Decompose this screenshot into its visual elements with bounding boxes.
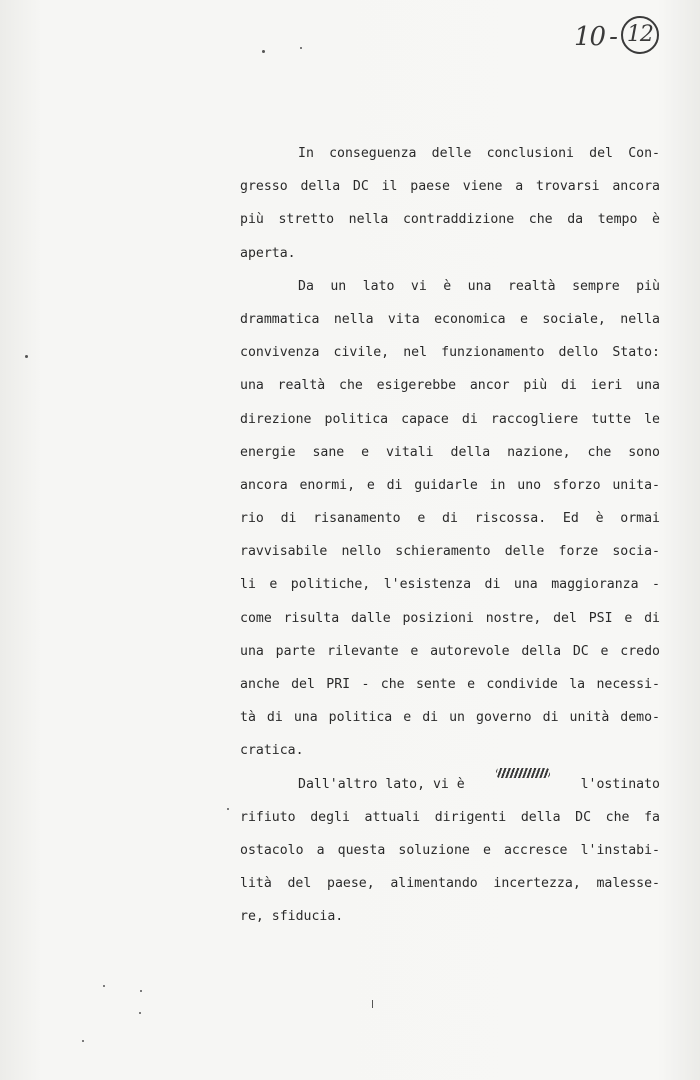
text-line: più stretto nella contraddizione che da tempo è [240, 212, 660, 228]
text-fragment: l'ostinato [580, 776, 660, 792]
text-line: ravvisabile nello schieramento delle forze socia- [240, 544, 660, 560]
scan-speck [300, 47, 302, 49]
scan-speck [262, 50, 265, 53]
scan-speck [25, 355, 28, 358]
text-line: ancora enormi, e di guidarle in uno sforzo unita- [240, 477, 660, 493]
document-body [240, 137, 660, 934]
text-line-with-strikeout [240, 768, 660, 801]
text-line: cratica. [240, 743, 304, 759]
text-line: li e politiche, l'esistenza di una maggioranza - [240, 577, 660, 593]
text-line: ostacolo a questa soluzione e accresce l'instabi- [240, 842, 660, 858]
scan-speck [140, 990, 142, 992]
scan-speck [227, 808, 229, 810]
text-line: aperta. [240, 245, 296, 261]
text-line: re, sfiducia. [240, 909, 344, 925]
text-line: Da un lato vi è una realtà sempre più [298, 278, 660, 294]
text-line: lità del paese, alimentando incertezza, malesse- [240, 876, 660, 892]
scan-speck [139, 1012, 141, 1014]
text-line: una parte rilevante e autorevole della DC e credo [240, 643, 660, 659]
text-line: convivenza civile, nel funzionamento dello Stato: [240, 345, 660, 361]
scan-speck [372, 1000, 373, 1008]
page-number-dash: - [609, 22, 617, 52]
crossed-out-word [496, 768, 550, 778]
text-line: anche del PRI - che sente e condivide la necessi- [240, 677, 660, 692]
text-line: In conseguenza delle conclusioni del Con- [298, 146, 660, 161]
text-line: drammatica nella vita economica e sociale, nella [240, 311, 660, 327]
text-line: rifiuto degli attuali dirigenti della DC che fa [240, 809, 660, 825]
page-number-main: 10 [574, 22, 606, 52]
scan-speck [103, 985, 105, 987]
text-line: rio di risanamento e di riscossa. Ed è ormai [240, 511, 660, 527]
page-number [574, 22, 659, 54]
text-line: come risulta dalle posizioni nostre, del PSI e di [240, 610, 660, 626]
text-line: una realtà che esigerebbe ancor più di ieri una [240, 378, 660, 394]
text-fragment: Dall'altro lato, vi è [298, 776, 465, 792]
page-number-circled: 12 [621, 16, 659, 54]
text-line: tà di una politica e di un governo di unità demo- [240, 710, 660, 726]
scan-speck [82, 1040, 84, 1042]
text-line: gresso della DC il paese viene a trovarsi ancora [240, 179, 660, 195]
text-line: energie sane e vitali della nazione, che sono [240, 444, 660, 460]
text-line: direzione politica capace di raccogliere tutte le [240, 411, 660, 427]
